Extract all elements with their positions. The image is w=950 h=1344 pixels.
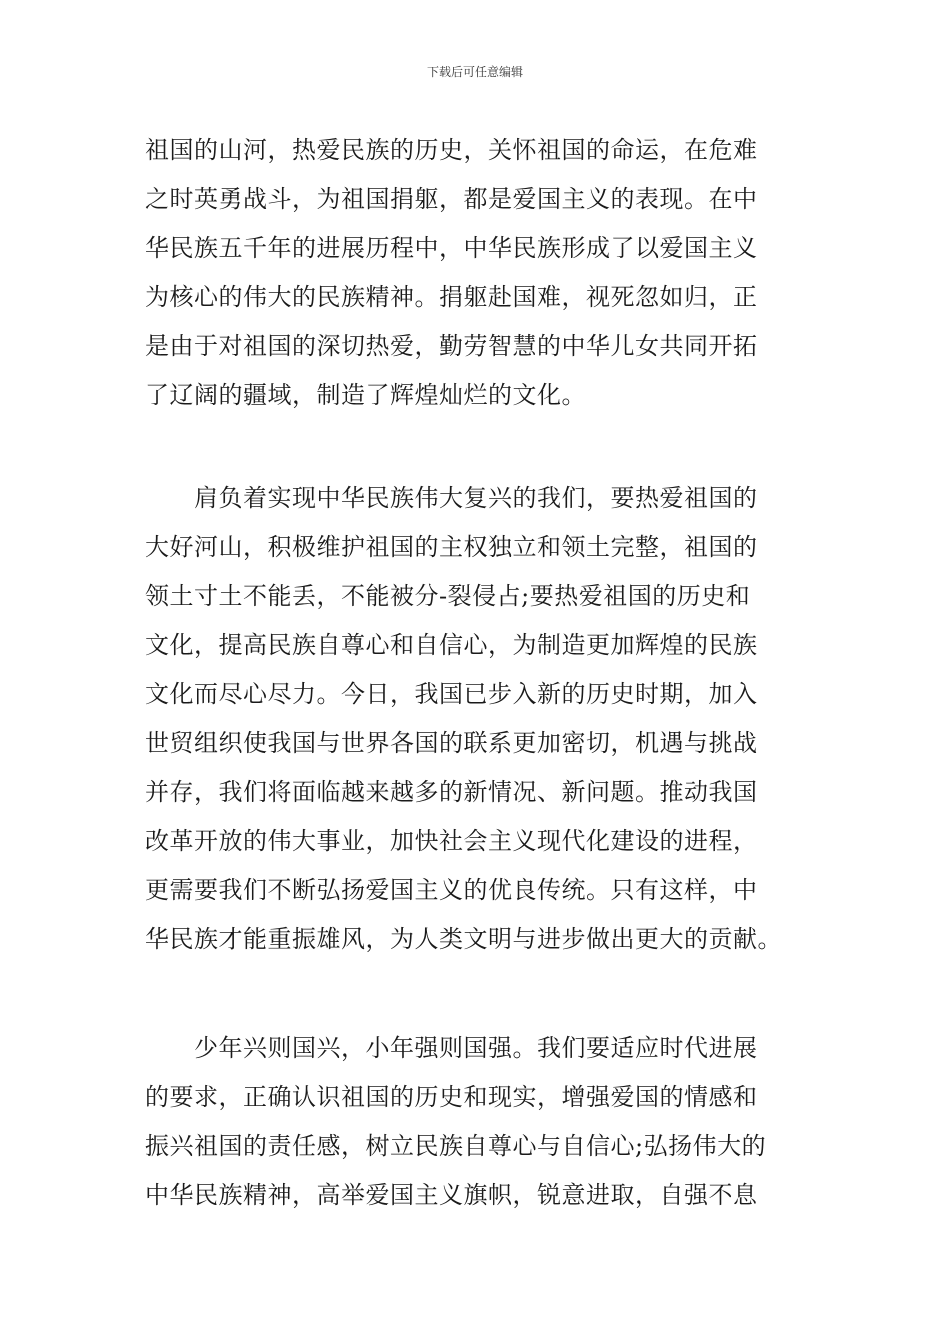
text-line: 世贸组织使我国与世界各国的联系更加密切，机遇与挑战 bbox=[145, 729, 758, 757]
text-line: 少年兴则国兴，小年强则国强。我们要适应时代进展 bbox=[145, 1034, 758, 1062]
text-line: 祖国的山河，热爱民族的历史，关怀祖国的命运，在危难 bbox=[145, 136, 758, 164]
paragraph-3 bbox=[145, 1024, 810, 1220]
text-line: 并存，我们将面临越来越多的新情况、新问题。推动我国 bbox=[145, 778, 758, 806]
text-line: 之时英勇战斗，为祖国捐躯，都是爱国主义的表现。在中 bbox=[145, 185, 758, 213]
text-line: 是由于对祖国的深切热爱，勤劳智慧的中华儿女共同开拓 bbox=[145, 332, 758, 360]
page-header: 下载后可任意编辑 bbox=[426, 65, 523, 79]
text-line: 文化而尽心尽力。今日，我国已步入新的历史时期，加入 bbox=[145, 680, 758, 708]
text-line: 更需要我们不断弘扬爱国主义的优良传统。只有这样，中 bbox=[145, 876, 758, 904]
text-line: 为核心的伟大的民族精神。捐躯赴国难，视死忽如归，正 bbox=[145, 283, 758, 311]
text-line: 大好河山，积极维护祖国的主权独立和领土完整，祖国的 bbox=[145, 533, 758, 561]
paragraph-1 bbox=[145, 126, 810, 420]
text-line: 文化，提高民族自尊心和自信心，为制造更加辉煌的民族 bbox=[145, 631, 758, 659]
text-line: 振兴祖国的责任感，树立民族自尊心与自信心;弘扬伟大的 bbox=[145, 1132, 767, 1160]
text-line: 中华民族精神，高举爱国主义旗帜，锐意进取，自强不息 bbox=[145, 1181, 758, 1209]
text-line: 了辽阔的疆域，制造了辉煌灿烂的文化。 bbox=[145, 381, 586, 409]
text-line: 肩负着实现中华民族伟大复兴的我们，要热爱祖国的 bbox=[145, 484, 758, 512]
text-line: 华民族五千年的进展历程中，中华民族形成了以爱国主义 bbox=[145, 234, 758, 262]
text-line: 的要求，正确认识祖国的历史和现实，增强爱国的情感和 bbox=[145, 1083, 758, 1111]
paragraph-2 bbox=[145, 474, 810, 964]
text-line: 华民族才能重振雄风，为人类文明与进步做出更大的贡献。 bbox=[145, 925, 782, 953]
text-line: 改革开放的伟大事业，加快社会主义现代化建设的进程， bbox=[145, 827, 758, 855]
text-line: 领土寸土不能丢，不能被分-裂侵占;要热爱祖国的历史和 bbox=[145, 582, 751, 610]
